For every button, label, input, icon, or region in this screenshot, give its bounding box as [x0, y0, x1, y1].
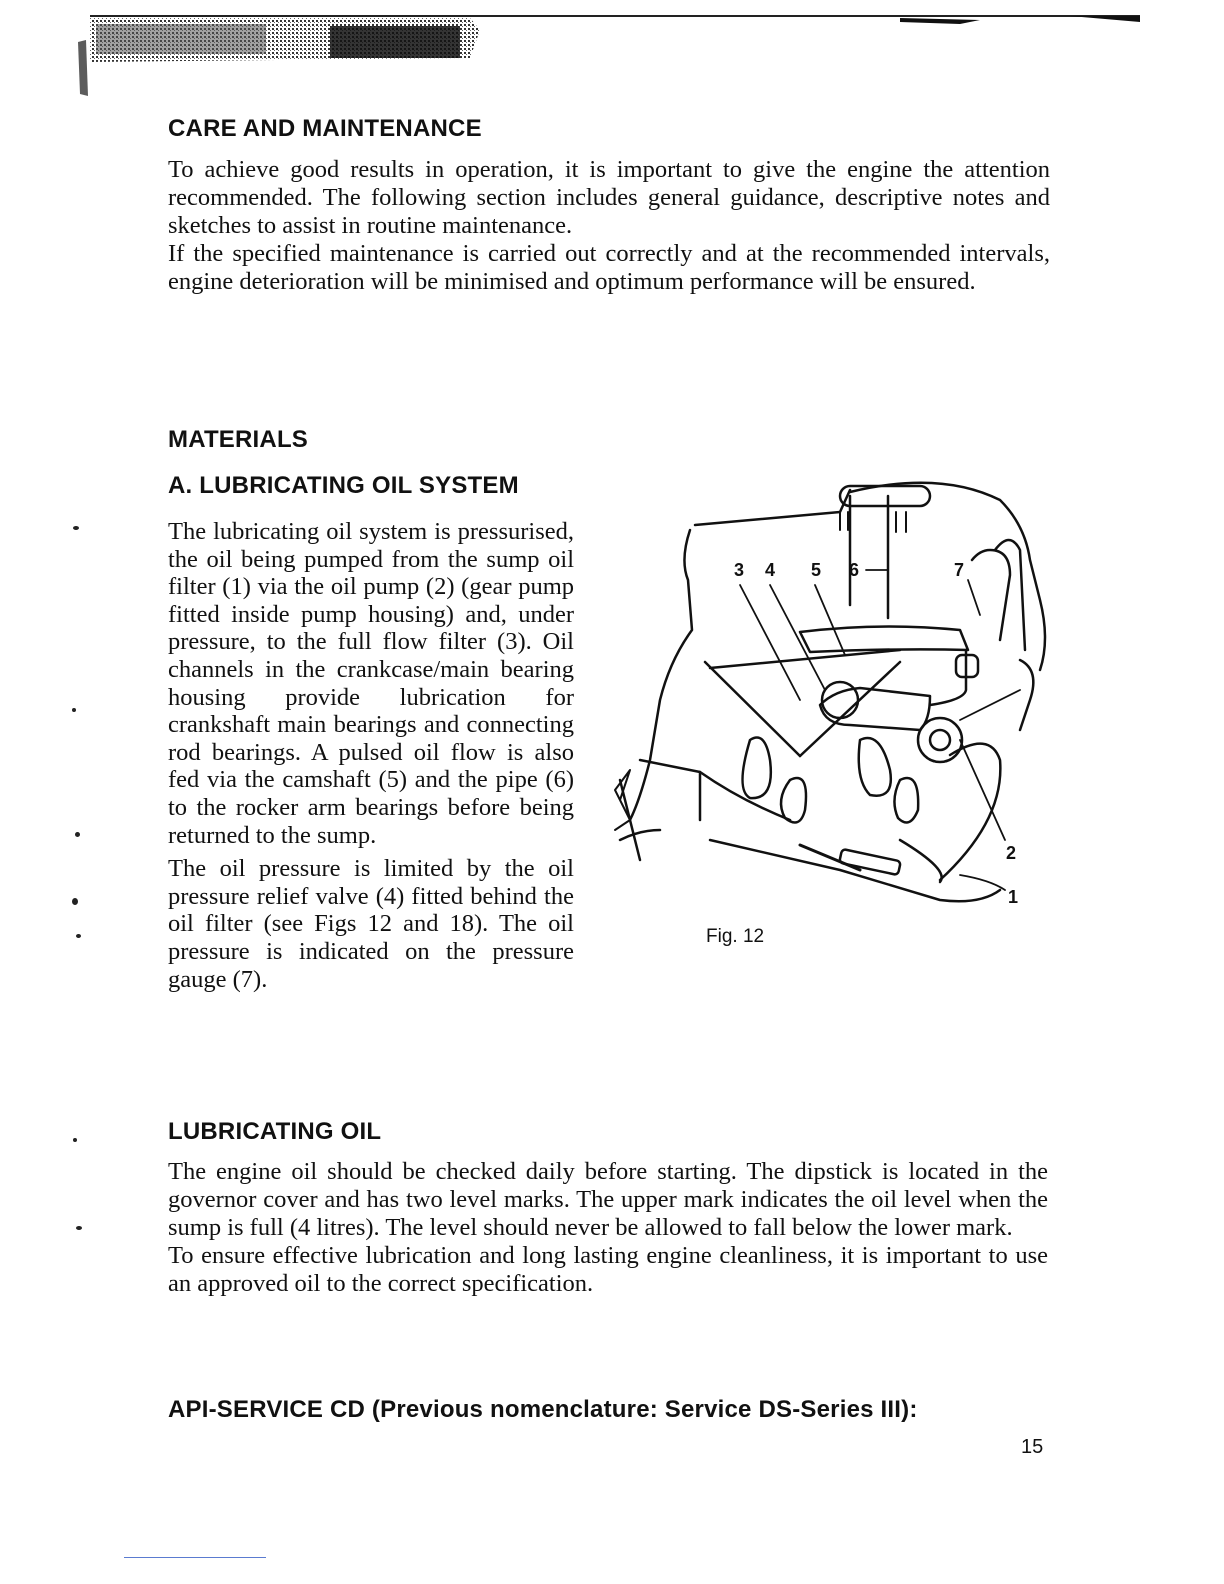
engine-outline-top: [850, 483, 1045, 670]
diagram-label-5: 5: [811, 560, 822, 580]
figure-12: [600, 400, 1120, 960]
pipe-6-top: [840, 486, 930, 506]
lubricating-oil-heading: LUBRICATING OIL: [168, 1118, 382, 1145]
materials-heading: MATERIALS: [168, 426, 309, 453]
margin-speck: [72, 708, 76, 712]
page-number: 15: [1021, 1436, 1044, 1458]
diagram-label-6: 6: [849, 560, 860, 580]
sump-outline: [710, 840, 1000, 901]
margin-speck: [73, 526, 79, 530]
header-scan-bar: [0, 0, 1224, 100]
lubricating-oil-system-body: [168, 518, 574, 993]
margin-speck: [76, 1226, 82, 1230]
lubricating-oil-system-heading: A. LUBRICATING OIL SYSTEM: [168, 472, 519, 499]
engine-outline-left: [630, 530, 692, 820]
cut-edge-zigzag: [615, 770, 630, 830]
margin-speck: [76, 934, 81, 938]
lubricating-oil-paragraph-1: The engine oil should be checked daily before starting. The dipstick is located in the governor cover and has two level marks. The upper mark indicates the oil level when the sump is full (4 litres). The level should never be allowed to fall below the lower mark.: [168, 1158, 1048, 1241]
api-service-heading: API-SERVICE CD (Previous nomenclature: Service DS-Series III):: [168, 1396, 918, 1423]
figure-caption: Fig. 12: [706, 926, 765, 947]
engine-lubrication-diagram: [600, 400, 1120, 960]
diagram-label-7: 7: [954, 560, 965, 580]
care-paragraph-1: To achieve good results in operation, it is important to give the engine the attention recommended. The following section includes general guidance, descriptive notes and sketches to assist in routine maintenance.: [168, 156, 1050, 239]
care-paragraph-2: If the specified maintenance is carried out correctly and at the recommended intervals, engine deterioration will be minimised and optimum performance will be ensured.: [168, 240, 1050, 295]
rocker-shaft: [800, 626, 968, 652]
diagram-label-3: 3: [734, 560, 745, 580]
sump-oil-filter-1: [839, 849, 901, 875]
lubricating-system-paragraph-2: The oil pressure is limited by the oil pressure relief valve (4) fitted behind the oil filter (see Figs 12 and 18). The oil pressure is indicated on the pressure gauge (7).: [168, 855, 574, 993]
care-heading: CARE AND MAINTENANCE: [168, 115, 482, 142]
diagram-label-2: 2: [1006, 843, 1017, 863]
margin-speck: [72, 898, 78, 905]
diagram-label-4: 4: [765, 560, 776, 580]
oil-pump-2: [918, 718, 962, 762]
header-scan-graphic: [0, 0, 1224, 100]
lubricating-system-paragraph-1: The lubricating oil system is pressurised, the oil being pumped from the sump oil filter (1) via the oil pump (2) (gear pump fitted inside pump housing) and, under pressure, to the full flow filter (3). Oil channels in the crankcase/main bearing housing provide lubrication for crankshaft main bearings and connecting rod bearings. A pulsed oil flow is also fed via the camshaft (5) and the pipe (6) to the rocker arm bearings before being returned to the sump.: [168, 518, 574, 849]
diagram-label-1: 1: [1008, 887, 1019, 907]
margin-speck: [73, 1138, 77, 1142]
full-flow-filter-3: [820, 688, 930, 730]
footer-rule: [124, 1557, 266, 1558]
margin-speck: [75, 832, 80, 837]
lubricating-oil-paragraph-2: To ensure effective lubrication and long lasting engine cleanliness, it is important to use an approved oil to the correct specification.: [168, 1242, 1048, 1297]
lubricating-oil-body: [168, 1158, 1048, 1298]
crank-line-1: [705, 662, 800, 756]
care-body: [168, 156, 1050, 296]
